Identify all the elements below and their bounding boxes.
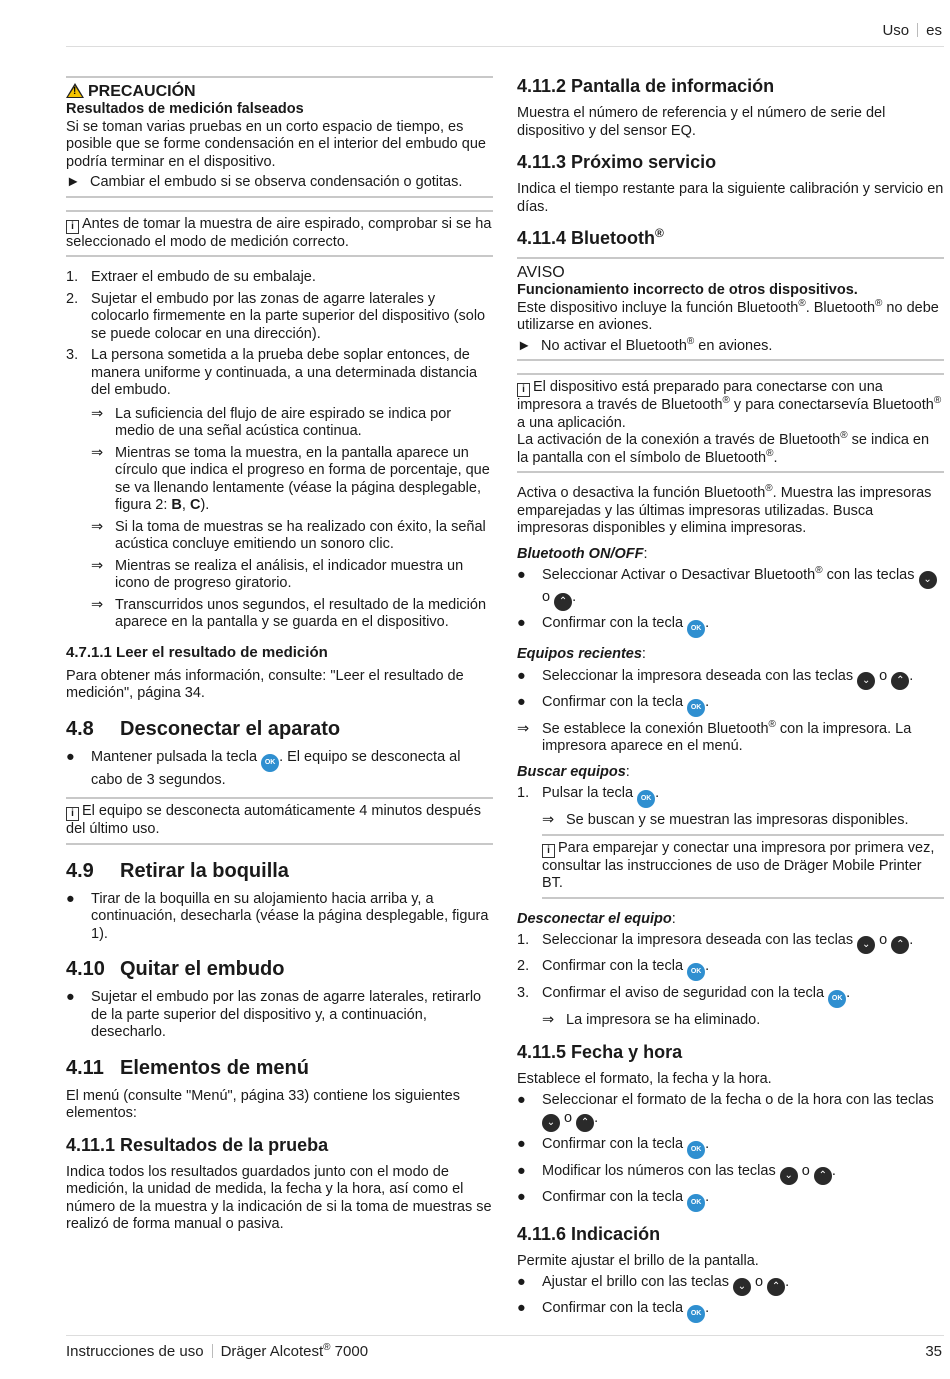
- list-item: ● Sujetar el embudo por las zonas de agarre laterales, retirarlo de la parte superior del dispositivo y, a continuación, desecharlo.: [66, 989, 482, 1040]
- result-arrow-icon: ⇒: [517, 720, 530, 737]
- ok-key-icon: OK: [687, 620, 705, 638]
- section-4112-text: Muestra el número de referencia y el número de serie del dispositivo y del sensor EQ.: [517, 105, 886, 139]
- notice-box: [517, 257, 944, 361]
- result-item: ⇒ La suficiencia del flujo de aire espirado se indica por medio de una señal acústica continua.: [91, 405, 452, 439]
- up-key-icon: ⌃: [767, 1278, 785, 1296]
- caution-title: !PRECAUCIÓN: [66, 82, 493, 101]
- section-48-title: 4.8 Desconectar el aparato: [66, 717, 341, 740]
- section-49-list: [66, 891, 493, 944]
- section-411-title: 4.11 Elementos de menú: [66, 1056, 309, 1079]
- footer-divider: [212, 1344, 213, 1358]
- section-411-text: El menú (consulte "Menú", página 33) contiene los siguientes elementos:: [66, 1087, 460, 1121]
- section-4113-text: Indica el tiempo restante para la siguiente calibración y servicio en días.: [517, 181, 944, 215]
- warning-icon: [66, 83, 84, 98]
- result-arrow-icon: ⇒: [91, 518, 104, 535]
- section-4116-list: [517, 1274, 944, 1323]
- ok-key-icon: OK: [687, 699, 705, 717]
- section-4711-title: 4.7.1.1 Leer el resultado de medición: [66, 643, 328, 661]
- header-section: Uso: [882, 22, 910, 39]
- down-key-icon: ⌄: [542, 1114, 560, 1132]
- recent-heading: Equipos recientes:: [517, 646, 646, 662]
- footer-rule: [66, 1335, 944, 1336]
- ok-key-icon: OK: [828, 990, 846, 1008]
- ok-key-icon: OK: [687, 1141, 705, 1159]
- header-rule: [66, 46, 944, 47]
- list-item: 1. Extraer el embudo de su embalaje.: [66, 269, 316, 285]
- left-column: [66, 76, 493, 1242]
- up-key-icon: ⌃: [814, 1167, 832, 1185]
- info-note: i El equipo se desconecta automáticamente 4 minutos después del último uso.: [66, 797, 493, 845]
- list-item: 1. Seleccionar la impresora deseada con las teclas ⌄ o ⌃ .: [517, 932, 944, 954]
- list-item: ● Seleccionar Activar o Desactivar Bluetooth® con las teclas ⌄ o ⌃ .: [517, 567, 944, 611]
- result-item: ⇒ Mientras se toma la muestra, en la pantalla aparece un círculo que indica el progreso en forma de porcentaje, que se va llenando lentamente (véase la página desplegable, figura 2: B, C).: [91, 444, 490, 513]
- search-steps: [517, 785, 944, 830]
- result-arrow-icon: ⇒: [91, 444, 104, 461]
- section-4112-title: 4.11.2 Pantalla de información: [517, 76, 775, 96]
- onoff-list: [517, 567, 944, 638]
- up-key-icon: ⌃: [554, 593, 572, 611]
- caution-subtitle: Resultados de medición falseados: [66, 101, 304, 117]
- list-item: ● Ajustar el brillo con las teclas ⌄ o ⌃ .: [517, 1274, 944, 1296]
- caution-box: [66, 76, 493, 198]
- result-item: ⇒ Se establece la conexión Bluetooth® con la impresora. La impresora aparece en el menú.: [517, 718, 912, 754]
- info-icon: i: [517, 383, 530, 397]
- ok-key-icon: OK: [261, 754, 279, 772]
- list-item: ● Confirmar con la tecla OK .: [517, 615, 944, 638]
- section-4114-title: 4.11.4 Bluetooth®: [517, 226, 664, 248]
- down-key-icon: ⌄: [857, 672, 875, 690]
- results-list: [66, 406, 493, 632]
- section-49-title: 4.9 Retirar la boquilla: [66, 859, 289, 882]
- list-item: ● Confirmar con la tecla OK .: [517, 694, 944, 717]
- info-icon: i: [66, 220, 79, 234]
- page-number: 35: [925, 1343, 942, 1360]
- caution-text: Si se toman varias pruebas en un corto espacio de tiempo, es posible que se forme condensación en el interior del embudo que podría terminar en el dispositivo.: [66, 118, 486, 170]
- search-heading: Buscar equipos:: [517, 763, 630, 780]
- section-4113-title: 4.11.3 Próximo servicio: [517, 152, 717, 172]
- result-arrow-icon: ⇒: [91, 557, 104, 574]
- result-item: ⇒ La impresora se ha eliminado.: [542, 1012, 761, 1028]
- list-item: ● Tirar de la boquilla en su alojamiento hacia arriba y, a continuación, desecharla (véase la página desplegable, figura 1).: [66, 890, 489, 942]
- result-arrow-icon: ⇒: [91, 405, 104, 422]
- notice-subtitle: Funcionamiento incorrecto de otros dispositivos.: [517, 282, 858, 298]
- down-key-icon: ⌄: [780, 1167, 798, 1185]
- result-item: ⇒ Si la toma de muestras se ha realizado con éxito, la señal acústica concluye emitiendo un sonoro clic.: [91, 518, 486, 552]
- list-item: ● Confirmar con la tecla OK .: [517, 1136, 944, 1159]
- disconnect-heading: Desconectar el equipo:: [517, 910, 676, 927]
- disconnect-steps: [517, 932, 944, 1030]
- section-4116-text: Permite ajustar el brillo de la pantalla.: [517, 1252, 759, 1269]
- result-item: ⇒ Mientras se realiza el análisis, el indicador muestra un icono de progreso giratorio.: [91, 557, 464, 591]
- section-410-list: [66, 989, 493, 1042]
- page-header: [882, 22, 942, 40]
- header-divider: [917, 23, 918, 37]
- ok-key-icon: OK: [687, 1194, 705, 1212]
- section-4115-text: Establece el formato, la fecha y la hora.: [517, 1070, 772, 1087]
- ok-key-icon: OK: [687, 1305, 705, 1323]
- arrow-icon: ►: [517, 337, 532, 354]
- list-item: ● Confirmar con la tecla OK .: [517, 1300, 944, 1323]
- up-key-icon: ⌃: [891, 672, 909, 690]
- list-item: 3. La persona sometida a la prueba debe soplar entonces, de manera uniforme y continuada, a una determinada distancia del embudo.: [66, 347, 478, 398]
- bluetooth-intro: Activa o desactiva la función Bluetooth®. Muestra las impresoras emparejadas y las últimas impresoras utilizadas. Busca impresoras disponibles y elimina impresoras.: [517, 483, 932, 536]
- up-key-icon: ⌃: [576, 1114, 594, 1132]
- ok-key-icon: OK: [687, 963, 705, 981]
- recent-list: [517, 668, 944, 756]
- notice-action: ► No activar el Bluetooth® en aviones.: [517, 335, 773, 354]
- list-item: 2. Sujetar el embudo por las zonas de agarre laterales y colocarlo firmemente en la parte superior del dispositivo (solo se puede colocar en una dirección).: [66, 290, 486, 342]
- arrow-icon: ►: [66, 174, 81, 190]
- section-4711-text: Para obtener más información, consulte: "Leer el resultado de medición", página 34.: [66, 667, 464, 701]
- header-lang: es: [926, 22, 942, 39]
- section-4111-text: Indica todos los resultados guardados junto con el modo de medición, la unidad de medida, la fecha y la hora, así como el número de la muestra y la indicación de si la toma de muestras se realizó de forma manual o pasiva.: [66, 1163, 492, 1232]
- info-note: i El dispositivo está preparado para conectarse con una impresora a través de Bluetooth® y para conectarsevía Bluetooth® a una aplicación. La activación de la conexión a través de Bluetooth® se indica en la pantalla con el símbolo de Bluetooth®.: [517, 373, 944, 473]
- ok-key-icon: OK: [637, 790, 655, 808]
- right-column: [517, 76, 944, 1331]
- list-item: ● Mantener pulsada la tecla OK . El equipo se desconecta al cabo de 3 segundos.: [66, 748, 461, 788]
- procedure-steps: [66, 269, 493, 400]
- list-item: ● Seleccionar el formato de la fecha o de la hora con las teclas ⌄ o ⌃ .: [517, 1092, 944, 1132]
- list-item: 3. Confirmar el aviso de seguridad con la tecla OK .: [517, 985, 944, 1008]
- notice-title: AVISO: [517, 264, 565, 281]
- info-icon: i: [542, 844, 555, 858]
- footer-product: Dräger Alcotest: [220, 1343, 324, 1360]
- section-4115-list: [517, 1092, 944, 1212]
- info-note: i Para emparejar y conectar una impresora por primera vez, consultar las instrucciones de uso de Dräger Mobile Printer BT.: [542, 834, 944, 899]
- footer-doc: Instrucciones de uso: [66, 1343, 204, 1360]
- info-icon: i: [66, 807, 79, 821]
- list-item: ● Confirmar con la tecla OK .: [517, 1189, 944, 1212]
- page-footer: Instrucciones de uso Dräger Alcotest® 7000: [66, 1342, 369, 1360]
- result-arrow-icon: ⇒: [542, 812, 555, 828]
- result-arrow-icon: ⇒: [542, 1012, 555, 1028]
- onoff-heading: Bluetooth ON/OFF:: [517, 545, 648, 562]
- list-item: ● Modificar los números con las teclas ⌄ o ⌃ .: [517, 1163, 944, 1185]
- section-4115-title: 4.11.5 Fecha y hora: [517, 1041, 683, 1062]
- down-key-icon: ⌄: [919, 571, 937, 589]
- result-arrow-icon: ⇒: [91, 596, 104, 613]
- down-key-icon: ⌄: [733, 1278, 751, 1296]
- caution-action: ► Cambiar el embudo si se observa condensación o gotitas.: [66, 174, 463, 190]
- section-48-list: [66, 749, 493, 790]
- section-410-title: 4.10 Quitar el embudo: [66, 958, 285, 980]
- result-item: ⇒ Transcurridos unos segundos, el resultado de la medición aparece en la pantalla y se guarda en el dispositivo.: [91, 596, 487, 630]
- result-item: ⇒ Se buscan y se muestran las impresoras disponibles.: [542, 812, 909, 828]
- down-key-icon: ⌄: [857, 936, 875, 954]
- section-4116-title: 4.11.6 Indicación: [517, 1223, 661, 1244]
- up-key-icon: ⌃: [891, 936, 909, 954]
- notice-text: Este dispositivo incluye la función Bluetooth®. Bluetooth® no debe utilizarse en aviones.: [517, 297, 939, 333]
- info-note: i Antes de tomar la muestra de aire espirado, comprobar si se ha seleccionado el modo de medición correcto.: [66, 210, 493, 258]
- section-4111-title: 4.11.1 Resultados de la prueba: [66, 1134, 329, 1155]
- list-item: 1. Pulsar la tecla OK .: [517, 785, 944, 808]
- list-item: ● Seleccionar la impresora deseada con las teclas ⌄ o ⌃ .: [517, 668, 944, 690]
- list-item: 2. Confirmar con la tecla OK .: [517, 958, 944, 981]
